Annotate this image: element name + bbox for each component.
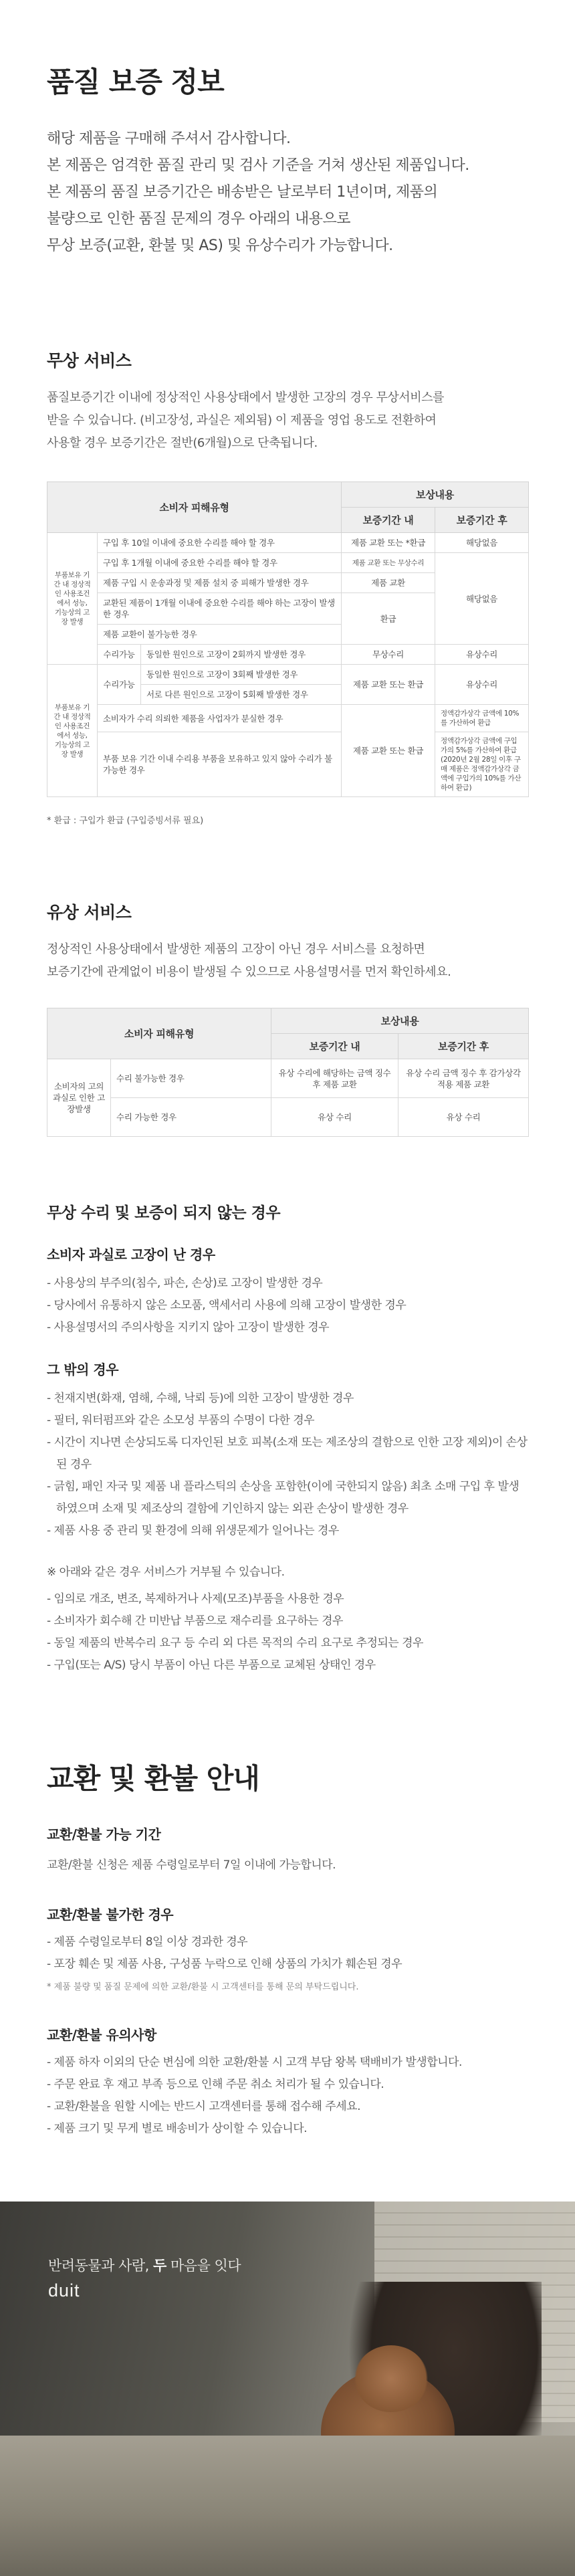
exchange-title: 교환 및 환불 안내 [47,1762,259,1795]
refusal-list [47,1588,528,1677]
paid-service-title: 유상 서비스 [47,903,132,922]
row-after: 정액감가상각 금액에 구입가의 5%를 가산하여 환급 (2020년 2월 28일 이후 구매 제품은 정액감가상각 금액에 구입가의 10%를 가산하여 환급) [435,732,529,797]
exchange-impossible-list [47,1931,528,1975]
list-item: - 사용상의 부주의(침수, 파손, 손상)로 고장이 발생한 경우 [47,1277,323,1290]
table-head-within: 보증기간 내 [271,1034,398,1059]
row-after: 유상수리 [435,645,529,665]
table-row [47,665,529,685]
refusal-note: ※ 아래와 같은 경우 서비스가 거부될 수 있습니다. [47,1566,285,1579]
brand-tagline [48,2255,241,2275]
row-desc: 동일한 원인으로 고장이 3회째 발생한 경우 [141,665,342,685]
other-cases-title: 그 밖의 경우 [47,1362,119,1378]
list-item: - 소비자가 회수해 간 미반납 부품으로 재수리를 요구하는 경우 [47,1614,343,1628]
row-within: 제품 교환 또는 무상수리 [342,553,435,573]
table-row [47,732,529,797]
exchange-period-title: 교환/환불 가능 기간 [47,1826,161,1842]
row-desc: 소비자가 수리 의뢰한 제품을 사업자가 분실한 경우 [98,705,342,732]
row-after: 정액감가상각 금액에 10%를 가산하여 환급 [435,705,529,732]
row-desc: 수리 가능한 경우 [111,1098,271,1137]
row-within: 유상 수리 [271,1098,398,1137]
row-desc: 동일한 원인으로 고장이 2회까지 발생한 경우 [141,645,342,665]
row-desc: 구입 후 1개월 이내에 중요한 수리를 해야 할 경우 [98,553,342,573]
intro-line: 무상 보증(교환, 환불 및 AS) 및 유상수리가 가능합니다. [47,237,393,254]
free-service-line: 사용할 경우 보증기간은 절반(6개월)으로 단축됩니다. [47,436,318,450]
row-after: 유상 수리 [398,1098,529,1137]
exchange-caution-title: 교환/환불 유의사항 [47,2027,156,2043]
intro-line: 본 제품의 품질 보증기간은 배송받은 날로부터 1년이며, 제품의 [47,184,438,201]
table-row [47,1059,529,1098]
row-within: 유상 수리에 해당하는 금액 징수 후 제품 교환 [271,1059,398,1098]
list-item: - 포장 훼손 및 제품 사용, 구성품 누락으로 인해 상품의 가치가 훼손된 경우 [47,1957,402,1971]
row-within: 무상수리 [342,645,435,665]
blanket-shape [0,2436,575,2576]
list-item: - 제품 크기 및 무게 별로 배송비가 상이할 수 있습니다. [47,2122,308,2135]
table-head-after: 보증기간 후 [398,1034,529,1059]
free-service-line: 받을 수 있습니다. (비고장성, 과실은 제외됨) 이 제품을 영업 용도로 전환하여 [47,413,437,427]
list-item: - 제품 하자 이외의 단순 변심에 의한 교환/환불 시 고객 부담 왕복 택배비가 발생합니다. [47,2056,462,2069]
tagline-part: 마음을 잇다 [166,2258,241,2274]
row-label: 수리가능 [98,645,141,665]
tagline-part: 반려동물과 사람, [48,2258,154,2274]
free-service-line: 품질보증기간 이내에 정상적인 사용상태에서 발생한 고장의 경우 무상서비스를 [47,391,444,405]
table-row [47,705,529,732]
list-item: - 임의로 개조, 변조, 복제하거나 사제(모조)부품을 사용한 경우 [47,1592,344,1606]
row-within: 제품 교환 [342,573,435,593]
row-within: 환급 [342,593,435,645]
table-head-compensation: 보상내용 [271,1008,529,1034]
list-item: - 천재지변(화재, 염해, 수해, 낙뢰 등)에 의한 고장이 발생한 경우 [47,1392,354,1405]
row-label: 수리가능 [98,665,141,705]
list-item: - 제품 사용 중 관리 및 환경에 의해 위생문제가 일어나는 경우 [47,1524,339,1537]
table-row [47,645,529,665]
free-service-table [47,481,529,797]
list-item: - 시간이 지나면 손상되도록 디자인된 보호 피복(소재 또는 제조상의 결함으로 인한 고장 제외)이 손상된 경우 [47,1436,528,1471]
table-head-compensation: 보상내용 [342,482,529,508]
brand-hero-image [0,2202,575,2576]
table-head-type: 소비자 피해유형 [47,1008,271,1059]
list-item: - 동일 제품의 반복수리 요구 등 수리 외 다른 목적의 수리 요구로 추정되는 경우 [47,1636,423,1650]
row-desc: 구입 후 10일 이내에 중요한 수리를 해야 할 경우 [98,533,342,553]
refund-footnote: * 환급 : 구입가 환급 (구입증빙서류 필요) [47,816,204,826]
row-after: 해당없음 [435,533,529,553]
exchange-caution-list [47,2052,528,2140]
row-desc: 교환된 제품이 1개월 이내에 중요한 수리를 해야 하는 고장이 발생한 경우 [98,593,342,625]
intro-line: 해당 제품을 구매해 주셔서 감사합니다. [47,130,291,147]
row-desc: 제품 교환이 불가능한 경우 [98,625,342,645]
table-row [47,553,529,573]
row-desc: 서로 다른 원인으로 고장이 5회째 발생한 경우 [141,685,342,705]
table-head-within: 보증기간 내 [342,508,435,533]
list-item: - 제품 수령일로부터 8일 이상 경과한 경우 [47,1935,248,1949]
table-head-after: 보증기간 후 [435,508,529,533]
group-label: 부품보유 기간 내 정상적인 사용조건에서 성능, 기능상의 고장 발생 [47,665,98,797]
dog-head-shape [354,2345,428,2412]
exchange-impossible-note: * 제품 불량 및 품질 문제에 의한 교환/환불 시 고객센터를 통해 문의 부탁드립니다. [47,1982,359,1992]
list-item: - 교환/환불을 원할 시에는 반드시 고객센터를 통해 접수해 주세요. [47,2100,360,2113]
consumer-fault-list [47,1273,528,1339]
row-within: 제품 교환 또는 환급 [342,705,435,797]
free-service-text [47,387,528,455]
exchange-period-text: 교환/환불 신청은 제품 수령일로부터 7일 이내에 가능합니다. [47,1858,336,1872]
group-label: 소비자의 고의과실로 인한 고장발생 [47,1059,111,1137]
list-item: - 긁힘, 패인 자국 및 제품 내 플라스틱의 손상을 포함한(이에 국한되지 않음) 최초 소매 구입 후 발생하였으며 소재 및 제조상의 결함에 기인하지 않는 외관 손상이 발생한 경우 [47,1480,520,1515]
row-desc: 부품 보유 기간 이내 수리용 부품을 보유하고 있지 않아 수리가 불가능한 경우 [98,732,342,797]
row-after: 유상수리 [435,665,529,705]
other-cases-list [47,1388,528,1542]
list-item: - 당사에서 유통하지 않은 소모품, 액세서리 사용에 의해 고장이 발생한 경우 [47,1299,407,1312]
free-service-title: 무상 서비스 [47,351,132,370]
paid-service-line: 보증기간에 관계없이 비용이 발생될 수 있으므로 사용설명서를 먼저 확인하세요. [47,965,451,979]
brand-logo: duit [48,2280,80,2300]
list-item: - 사용설명서의 주의사항을 지키지 않아 고장이 발생한 경우 [47,1321,330,1334]
list-item: - 주문 완료 후 재고 부족 등으로 인해 주문 취소 처리가 될 수 있습니다. [47,2078,384,2091]
row-within: 제품 교환 또는 환급 [342,665,435,705]
row-after: 유상 수리 금액 징수 후 감가상각 적용 제품 교환 [398,1059,529,1098]
page-title: 품질 보증 정보 [47,66,224,98]
table-head-type: 소비자 피해유형 [47,482,342,533]
table-row [47,533,529,553]
row-desc: 제품 구입 시 운송과정 및 제품 설치 중 피해가 발생한 경우 [98,573,342,593]
intro-line: 불량으로 인한 품질 문제의 경우 아래의 내용으로 [47,211,351,227]
row-desc: 수리 불가능한 경우 [111,1059,271,1098]
row-after: 해당없음 [435,553,529,645]
paid-service-text [47,938,528,984]
list-item: - 필터, 워터펌프와 같은 소모성 부품의 수명이 다한 경우 [47,1414,315,1427]
exchange-impossible-title: 교환/환불 불가한 경우 [47,1907,174,1923]
consumer-fault-title: 소비자 과실로 고장이 난 경우 [47,1247,215,1263]
intro-text [47,126,528,259]
paid-service-line: 정상적인 사용상태에서 발생한 제품의 고장이 아닌 경우 서비스를 요청하면 [47,942,425,956]
intro-line: 본 제품은 엄격한 품질 관리 및 검사 기준을 거쳐 생산된 제품입니다. [47,157,469,174]
tagline-emphasis: 두 [153,2258,166,2274]
list-item: - 구입(또는 A/S) 당시 부품이 아닌 다른 부품으로 교체된 상태인 경우 [47,1658,376,1672]
table-row [47,1098,529,1137]
paid-service-table [47,1008,529,1137]
group-label: 부품보유 기간 내 정상적인 사용조건에서 성능, 기능상의 고장 발생 [47,533,98,665]
row-within: 제품 교환 또는 *환급 [342,533,435,553]
exclusions-title: 무상 수리 및 보증이 되지 않는 경우 [47,1204,281,1222]
